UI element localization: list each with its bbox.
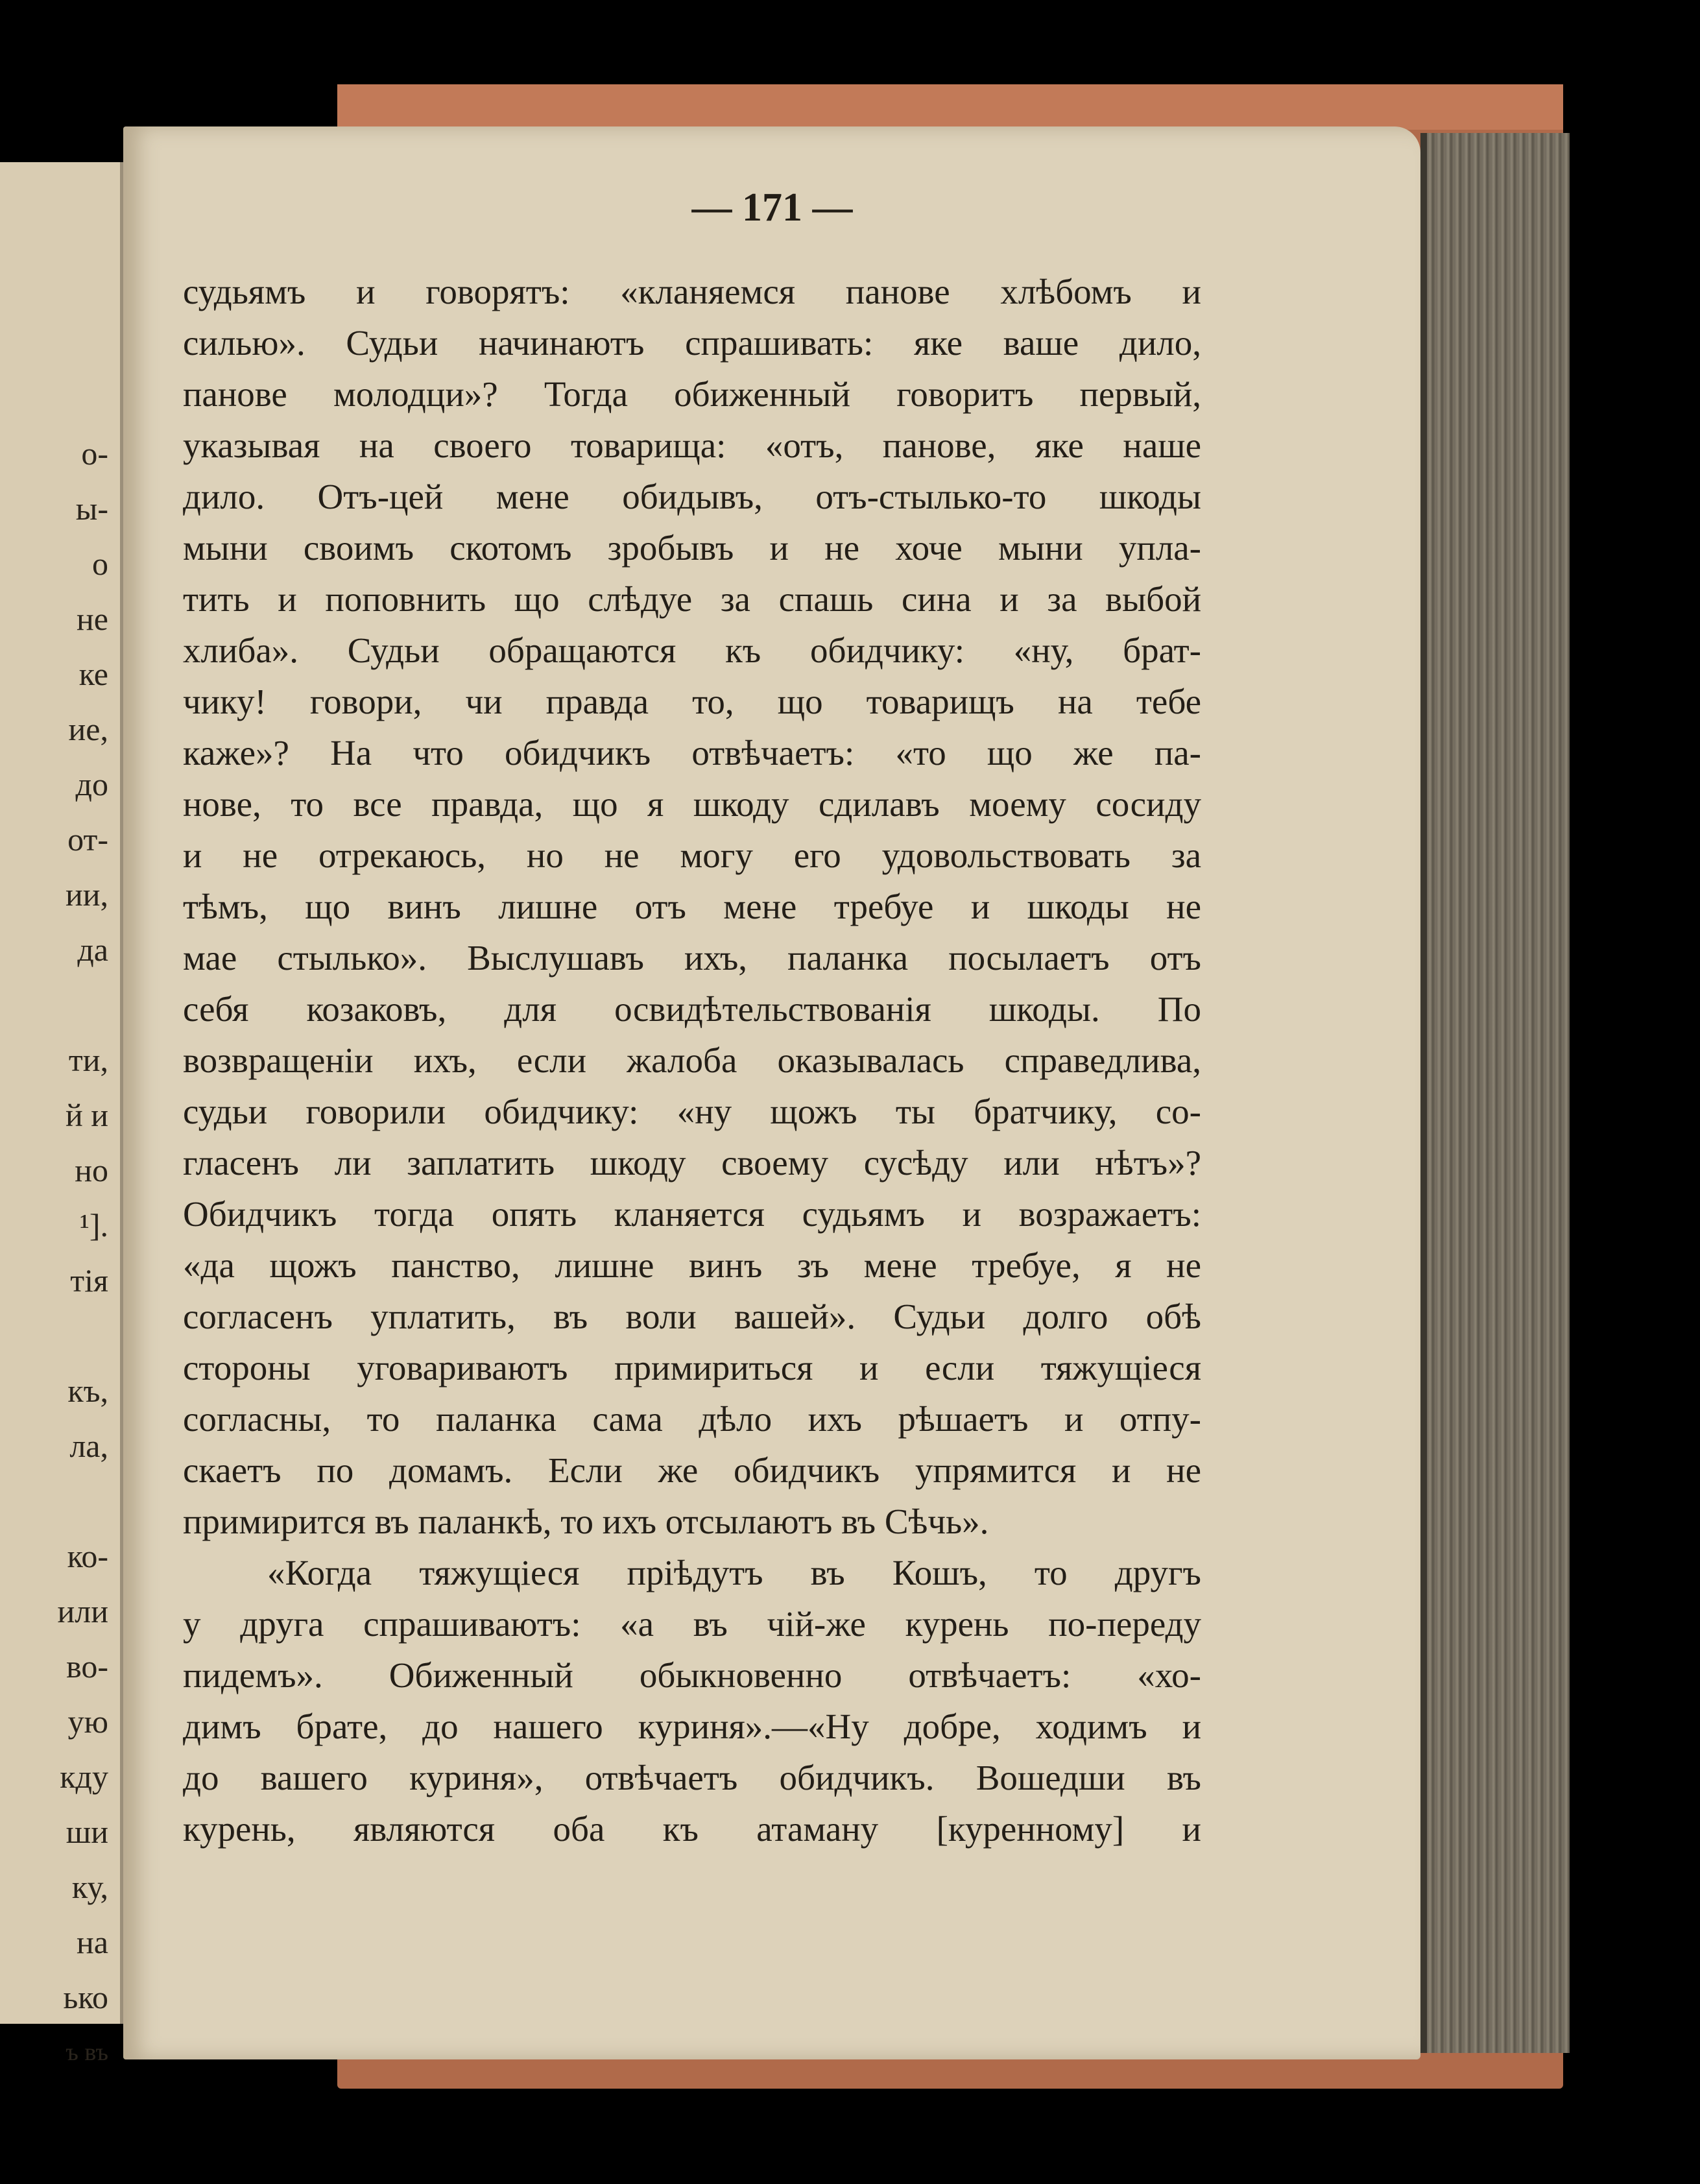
left-page-line: ы- — [75, 490, 108, 527]
left-page-line: ши — [66, 1814, 108, 1850]
text-line: хлиба». Судьи обращаются къ обидчику: «ну, брат- — [183, 630, 1201, 670]
text-line: каже»? На что обидчикъ отвѣчаетъ: «то що же па- — [183, 733, 1201, 773]
text-line: судьямъ и говорятъ: «кланяемся панове хлѣбомъ и — [183, 272, 1201, 311]
left-page-line: во- — [66, 1648, 108, 1685]
text-line: себя козаковъ, для освидѣтельствованія шкоды. По — [183, 989, 1201, 1029]
text-line: «Когда тяжущіеся пріѣдутъ въ Кошъ, то другъ — [267, 1553, 1201, 1592]
left-page-line: о- — [81, 435, 108, 472]
text-line: «да щожъ панство, лишне винъ зъ мене требуе, я не — [183, 1245, 1201, 1285]
text-line: у друга спрашиваютъ: «а въ чій-же курень по-переду — [183, 1604, 1201, 1644]
left-page-line: но — [75, 1152, 108, 1188]
left-page-line: ъ въ — [66, 2039, 108, 2066]
page-number: — 171 — — [691, 186, 853, 230]
text-line: мыни своимъ скотомъ зробывъ и не хоче мыни упла- — [183, 528, 1201, 568]
left-page-line: ько — [63, 1979, 108, 2015]
left-page-line: ла, — [69, 1428, 108, 1464]
left-page-line: ко- — [67, 1538, 108, 1574]
text-line: тѣмъ, що винъ лишне отъ мене требуе и шкоды не — [183, 887, 1201, 926]
left-page-line: ую — [67, 1703, 108, 1740]
left-page-line: ке — [78, 656, 108, 692]
left-page-line: до — [75, 766, 108, 802]
body-text — [183, 266, 1201, 1854]
text-line: указывая на своего товарища: «отъ, панове, яке наше — [183, 426, 1201, 465]
left-page-line: да — [77, 931, 108, 968]
text-line: согласенъ уплатить, въ воли вашей». Судьи долго обѣ — [183, 1297, 1201, 1336]
text-line: нове, то все правда, що я шкоду сдилавъ моему сосиду — [183, 784, 1201, 824]
text-line: примирится въ паланкѣ, то ихъ отсылаютъ въ Сѣчь». — [183, 1502, 989, 1541]
text-line: пидемъ». Обиженный обыкновенно отвѣчаетъ: «хо- — [183, 1655, 1201, 1695]
text-line: тить и поповнить що слѣдуе за спашь сина и за выбой — [183, 579, 1201, 619]
left-page-line: или — [57, 1593, 108, 1629]
left-page-line: ¹]. — [79, 1207, 108, 1243]
cover-top-strip — [337, 84, 1563, 130]
text-line: гласенъ ли заплатить шкоду своему сусѣду или нѣтъ»? — [183, 1143, 1201, 1182]
left-page-line: къ, — [67, 1373, 108, 1409]
text-line: возвращеніи ихъ, если жалоба оказывалась справедлива, — [183, 1040, 1201, 1080]
left-page-line: на — [77, 1924, 108, 1960]
left-page-line: не — [77, 601, 108, 637]
left-page-line: о — [92, 546, 108, 582]
text-line: курень, являются оба къ атаману [куренному] и — [183, 1809, 1201, 1849]
left-page-line: й и — [65, 1097, 108, 1133]
text-line: мае стылько». Выслушавъ ихъ, паланка посылаетъ отъ — [183, 938, 1201, 978]
text-line: и не отрекаюсь, но не могу его удовольствовать за — [183, 835, 1201, 875]
text-line: скаетъ по домамъ. Если же обидчикъ упрямится и не — [183, 1450, 1201, 1490]
text-line: панове молодци»? Тогда обиженный говоритъ первый, — [183, 374, 1201, 414]
text-line: согласны, то паланка сама дѣло ихъ рѣшаетъ и отпу- — [183, 1399, 1201, 1439]
text-line: до вашего куриня», отвѣчаетъ обидчикъ. Вошедши въ — [183, 1758, 1201, 1797]
text-line: Обидчикъ тогда опять кланяется судьямъ и возражаетъ: — [183, 1194, 1201, 1234]
left-page-line: ие, — [68, 711, 108, 747]
page-edges — [1420, 133, 1570, 2053]
text-line: стороны уговариваютъ примириться и если тяжущіеся — [183, 1348, 1201, 1387]
left-page-line: тія — [70, 1262, 108, 1299]
left-page-line: от- — [67, 821, 108, 858]
left-page-line: ку, — [71, 1869, 108, 1905]
text-line: дило. Отъ-цей мене обидывъ, отъ-стылько-то шкоды — [183, 477, 1201, 516]
left-page-fragment — [0, 162, 124, 2066]
text-line: силью». Судьи начинаютъ спрашивать: яке ваше дило, — [183, 323, 1201, 363]
left-page-line: ии, — [65, 876, 108, 913]
text-line: чику! говори, чи правда то, що товарищъ на тебе — [183, 682, 1201, 721]
text-line: димъ брате, до нашего куриня».—«Ну добре, ходимъ и — [183, 1707, 1201, 1746]
left-page-line: ти, — [68, 1042, 108, 1078]
text-line: судьи говорили обидчику: «ну щожъ ты братчику, со- — [183, 1092, 1201, 1131]
left-page-line: кду — [60, 1758, 108, 1795]
